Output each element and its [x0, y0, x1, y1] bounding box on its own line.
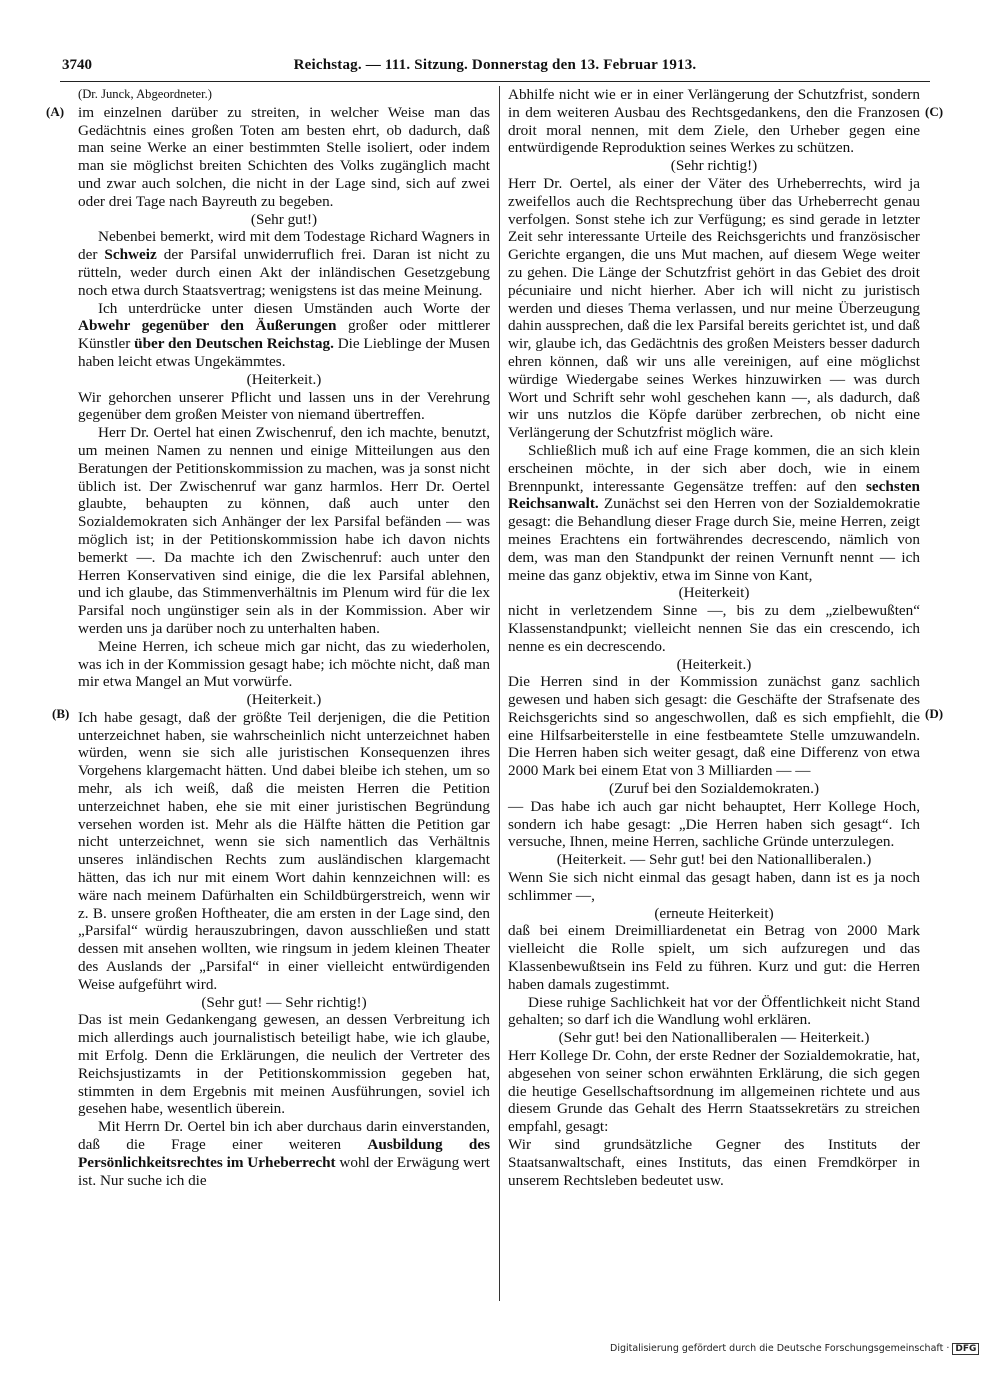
remark: (Sehr gut! — Sehr richtig!): [201, 993, 367, 1011]
emphasis: Schweiz: [104, 246, 157, 264]
margin-marker-c: (C): [925, 104, 944, 119]
paragraph: Herr Dr. Oertel, als einer der Väter des Urheberrechts, wird ja zweifellos auch die Rechtsprechung über das Urheberrecht genau verfolgen. Sonst stehe ich zur Verfügung; es sind gerade in letzter Zeit sehr interessante Urteile des Reichsgerichts und französischer Gerichte ergangen, die uns Mut machen, auf diesem Wege weiter zu gehen. Die Länge der Schutzfrist gehört in das Gebiet des droit pécuniaire und nicht hierher. Aber ich will nicht zu juristisch werden und dieses Thema verlassen, und nur meine Überzeugung dahin aussprechen, daß die lex Parsifal bereits gerichtet ist, und daß wir, glaube ich, das Gedächtnis des großen Meisters besser dadurch ehren können, daß wir uns alle vereinigen, auf eine möglichst würdige Wiedergabe seines Werkes hinzuwirken — was durch Wort und Schrift sehr wohl geschehen kann —, als dadurch, daß wir uns nutzlos die Köpfe darüber zerbrechen, ob nicht eine Verlängerung der Schutzfrist möglich wäre.: [508, 174, 920, 442]
running-title: Reichstag. — 111. Sitzung. Donnerstag den 13. Februar 1913.: [293, 57, 697, 73]
margin-marker-d: (D): [925, 706, 944, 721]
dfg-logo: DFG: [952, 1343, 979, 1355]
margin-marker-a: (A): [46, 104, 65, 119]
right-column: [508, 86, 920, 1189]
block-quote: Wir sind grundsätzliche Gegner des Instituts der Staatsanwaltschaft, eines Instituts, das einen Fremdkörper in unserem Rechtsleben bedeutet usw.: [508, 1136, 920, 1189]
footer: [610, 1343, 979, 1355]
paragraph: Herr Dr. Oertel hat einen Zwischenruf, den ich machte, benutzt, um meinen Namen zu nennen und einige Mitteilungen aus den Beratungen der Petitionskommission zu machen, was ja sonst nicht üblich ist. Der Zwischenruf war ganz harmlos. Herr Dr. Oertel glaubte, behaupten zu können, daß auch unter den Sozialdemokraten sich Anhänger der lex Parsifal befänden — was möglich ist; in der Petitionskommission habe ich davon nichts bemerkt —. Da machte ich den Zwischenruf: auch unter den Herren Konservativen sind einige, die die lex Parsifal ablehnen, und ich glaube, das Stimmenverhältnis im Plenum wird für die lex Parsifal noch ungünstiger sein als in der Kommission. Aber wir werden uns ja darüber noch zu unterhalten haben.: [78, 424, 490, 637]
paragraph: [78, 228, 490, 299]
paragraph: Abhilfe nicht wie er in einer Verlängerung der Schutzfrist, sondern in dem weiteren Ausbau des Rechtsgedankens, den die Franzosen droit moral nennen, mit dem Ziele, den Urheber gegen eine entwürdigende Reproduktion seines Werkes zu schützen.: [508, 86, 920, 157]
paragraph: nicht in verletzendem Sinne —, bis zu dem „zielbewußten“ Klassenstandpunkt; vielleicht nennen Sie das ein crescendo, ich nenne es ein decrescendo.: [508, 602, 920, 655]
paragraph: — Das habe ich auch gar nicht behauptet, Herr Kollege Hoch, sondern ich habe gesagt: „Die Herren haben sich gesagt“. Ich versuche, Ihnen, meine Herren, sachliche Gründe unterzulegen.: [508, 797, 920, 851]
remark: (Heiterkeit): [678, 584, 750, 602]
paragraph: Herr Kollege Dr. Cohn, der erste Redner der Sozialdemokratie, hat, abgesehen von seiner schon erwähnten Erklärung, die sich gegen die heutige Gesellschaftsordnung im allgemeinen richtete und aus diesem Grunde das Gehalt des Herrn Staatssekretärs zu streichen empfahl, gesagt:: [508, 1047, 920, 1136]
emphasis: Ausbildung des Persönlichkeitsrechtes im Urheberrecht: [78, 1136, 490, 1171]
remark: (Zuruf bei den Sozialdemokraten.): [608, 780, 819, 798]
text-run: wohl der Erwägung wert ist. Nur suche ich die: [78, 1153, 491, 1189]
text-run: Zunächst sei den Herren von der Sozialdemokratie gesagt: die Behandlung dieser Frage durch Sie, meine Herren, zeigt meines Erachtens ein fortwährendes decrescendo, nämlich von dem, was man den Standpunkt der reinen Vernunft nennt — ich meine das ganz objektiv, etwa im Sinne von Kant,: [508, 495, 920, 584]
paragraph: Diese ruhige Sachlichkeit hat vor der Öffentlichkeit nicht Stand gehalten; so darf ich die Wandlung wohl erklären.: [508, 993, 920, 1029]
remark: (Heiterkeit.): [246, 370, 322, 388]
paragraph: Meine Herren, ich scheue mich gar nicht, das zu wiederholen, was ich in der Kommission gesagt habe; ich möchte nicht, daß man mir etwa Mangel an Mut vorwürfe.: [78, 637, 490, 691]
page-header: [60, 55, 930, 82]
text-run: Nebenbei bemerkt, wird mit dem Todestage Richard Wagners in der: [78, 228, 490, 264]
text-run: Schließlich muß ich auf eine Frage kommen, die an sich klein erscheinen möchte, in der sich aber doch, wie in einem Brennpunkt, interessante Gegensätze treffen: auf den: [508, 441, 920, 495]
text-run: großer oder mittlerer Künstler: [78, 317, 490, 353]
remark: (Sehr gut! bei den Nationalliberalen — Heiterkeit.): [558, 1029, 870, 1047]
text-run: Ich unterdrücke unter diesen Umständen auch Worte der: [98, 299, 490, 317]
paragraph: [508, 442, 920, 584]
emphasis: sechsten Reichsanwalt.: [508, 477, 920, 513]
page-number: 3740: [62, 57, 92, 73]
paragraph: im einzelnen darüber zu streiten, in welcher Weise man das Gedächtnis eines großen Toten am besten ehrt, ob dadurch, daß man seine Werke an einer bestimmten Stelle isoliert, oder indem man sie möglichst breiten Schichten des Volks zugänglich macht und zwar auch solchen, die nicht in der Lage sind, sich auf zwei oder drei Tage nach Bayreuth zu begeben.: [78, 103, 490, 210]
emphasis: über den Deutschen Reichstag.: [134, 335, 334, 353]
paragraph: Ich habe gesagt, daß der größte Teil derjenigen, die die Petition unterzeichnet haben, sie wahrscheinlich nicht unterzeichnet haben würden, wenn sie sich alle juristischen Konsequenzen ihres Vorgehens klargemacht hätten. Und dabei bleibe ich stehen, um so mehr, als ich weiß, daß die meisten Herren die Petition unterzeichnet haben, ehe sie mit einer juristischen Begründung versehen worden ist. Mehr als die Hälfte hätten die Petition gar nicht unterzeichnet, wenn sie sich namentlich das Verhältnis unseres inländischen Rechts zum ausländischen klargemacht hätten, das ich nur mit einem Wort dahin kennzeichnen will: es wäre nach meinem Dafürhalten ein Schildbürgerstreich, wenn wir z. B. unsere großen Hoftheater, die am ersten in der Lage sind, den „Parsifal“ würdig herauszubringen, davon ausschließen und statt dessen mit ansehen wollten, wie ringsum in jedem kleinen Theater des Auslands der „Parsifal“ in einer vielleicht entwürdigenden Weise aufgeführt wird.: [78, 708, 490, 993]
remark: (Heiterkeit.): [246, 691, 322, 709]
text-run: Mit Herrn Dr. Oertel bin ich aber durchaus darin einverstanden, daß die Frage einer weiteren: [78, 1118, 490, 1154]
remark: (erneute Heiterkeit): [654, 904, 774, 922]
text-run: der Parsifal unwiderruflich frei. Daran ist nicht zu rütteln, weder durch einen Akt der inländischen Gesetzgebung noch etwa durch Staatsvertrag; wenigstens ist das meine Meinung.: [78, 246, 490, 299]
emphasis: Abwehr gegenüber den Äußerungen: [78, 317, 337, 335]
paragraph: [78, 1118, 490, 1189]
left-column: [78, 86, 490, 1189]
remark: (Heiterkeit. — Sehr gut! bei den Nationalliberalen.): [556, 851, 872, 869]
remark: (Sehr gut!): [250, 210, 318, 228]
paragraph: daß bei einem Dreimilliardenetat ein Betrag von 2000 Mark vielleicht die Rolle spielt, um sich aufzuregen und das Klassenbewußtsein ins Feld zu führen. Kurz und gut: die Herren haben damals zugestimmt.: [508, 922, 920, 993]
remark: (Sehr richtig!): [670, 157, 758, 175]
footer-credit: Digitalisierung gefördert durch die Deutsche Forschungsgemeinschaft ·: [610, 1343, 950, 1354]
column-divider: [499, 86, 500, 1301]
text-run: Die Lieblinge der Musen haben leicht etwas Ungekämmtes.: [78, 335, 490, 370]
remark: (Heiterkeit.): [676, 655, 752, 673]
paragraph: [78, 300, 490, 371]
paragraph: Wir gehorchen unserer Pflicht und lassen uns in der Verehrung gegenüber dem großen Meister von niemand übertreffen.: [78, 388, 490, 424]
paragraph: Die Herren sind in der Kommission zunächst ganz sachlich gewesen und haben sich gesagt: die Geschäfte der Strafsenate des Reichsgerichts sind so angeschwollen, daß es sich empfiehlt, die eine Hilfsarbeiterstelle in eine festbeamtete Stelle umzuwandeln. Die Herren haben sich weiter gesagt, daß eine Differenz von etwa 2000 Mark bei einem Etat von 3 Milliarden — —: [508, 673, 920, 780]
paragraph: Das ist mein Gedankengang gewesen, an dessen Verbreitung ich mich allerdings auch journalistisch beteiligt habe, wie ich glaube, mit Erfolg. Denn die Erklärungen, die neulich der Vertreter des Reichsjustizamts in der Petitionskommission gegeben hat, stimmten in dem Ergebnis mit meinen Ausführungen, soviel ich gesehen habe, wesentlich überein.: [78, 1011, 490, 1118]
margin-marker-b: (B): [52, 706, 70, 721]
paragraph: Wenn Sie sich nicht einmal das gesagt haben, dann ist es ja noch schlimmer —,: [508, 869, 920, 904]
speaker-label: (Dr. Junck, Abgeordneter.): [78, 87, 212, 101]
